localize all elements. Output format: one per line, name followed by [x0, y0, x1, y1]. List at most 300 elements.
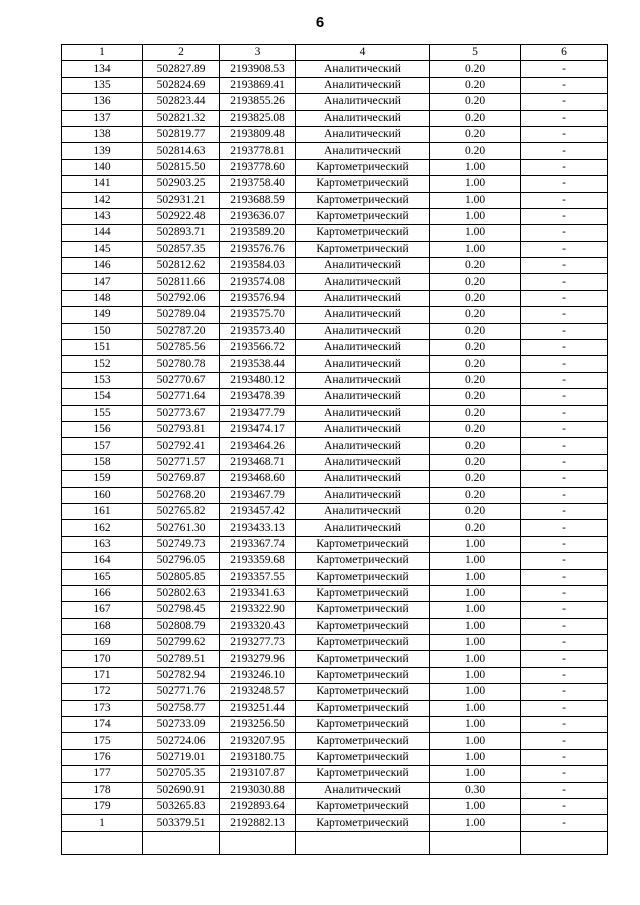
table-row [62, 471, 608, 487]
cell-point-number: 149 [62, 307, 143, 323]
cell-method: Аналитический [296, 503, 430, 519]
cell-method: Аналитический [296, 258, 430, 274]
cell-y-coordinate: 2193477.79 [220, 405, 296, 421]
table-row [62, 274, 608, 290]
cell-x-coordinate: 502789.51 [143, 651, 220, 667]
cell-method: Аналитический [296, 372, 430, 388]
cell-x-coordinate: 502771.64 [143, 389, 220, 405]
cell-accuracy: 0.20 [430, 143, 521, 159]
cell-note: - [521, 684, 608, 700]
cell-y-coordinate: 2193778.60 [220, 159, 296, 175]
column-header: 4 [296, 45, 430, 61]
table-row [62, 389, 608, 405]
cell-y-coordinate: 2193246.10 [220, 667, 296, 683]
cell-y-coordinate: 2193464.26 [220, 438, 296, 454]
cell-accuracy: 1.00 [430, 667, 521, 683]
cell-x-coordinate: 502808.79 [143, 618, 220, 634]
cell-x-coordinate: 502705.35 [143, 766, 220, 782]
cell-accuracy: 1.00 [430, 208, 521, 224]
cell-accuracy: 0.20 [430, 389, 521, 405]
cell-accuracy: 0.20 [430, 290, 521, 306]
cell-accuracy: 1.00 [430, 700, 521, 716]
table-row [62, 438, 608, 454]
cell-point-number: 174 [62, 717, 143, 733]
cell-method: Аналитический [296, 471, 430, 487]
cell-point-number: 136 [62, 94, 143, 110]
cell-accuracy: 0.20 [430, 77, 521, 93]
cell-y-coordinate: 2193538.44 [220, 356, 296, 372]
cell-point-number: 176 [62, 749, 143, 765]
cell-x-coordinate: 502824.69 [143, 77, 220, 93]
cell-note: - [521, 258, 608, 274]
cell-note: - [521, 77, 608, 93]
table-row [62, 454, 608, 470]
cell-x-coordinate: 502780.78 [143, 356, 220, 372]
cell-x-coordinate: 502761.30 [143, 520, 220, 536]
table-row [62, 356, 608, 372]
cell-y-coordinate: 2193320.43 [220, 618, 296, 634]
cell-accuracy: 0.20 [430, 126, 521, 142]
cell-method: Картометрический [296, 208, 430, 224]
column-header: 2 [143, 45, 220, 61]
cell-x-coordinate: 502758.77 [143, 700, 220, 716]
cell-note: - [521, 241, 608, 257]
cell-note: - [521, 569, 608, 585]
cell-y-coordinate: 2193480.12 [220, 372, 296, 388]
cell-x-coordinate: 502823.44 [143, 94, 220, 110]
cell-method: Картометрический [296, 733, 430, 749]
column-header: 5 [430, 45, 521, 61]
cell-method: Аналитический [296, 782, 430, 798]
cell-accuracy: 0.20 [430, 356, 521, 372]
cell-x-coordinate: 502771.76 [143, 684, 220, 700]
cell-method: Картометрический [296, 569, 430, 585]
cell-note: - [521, 126, 608, 142]
cell-accuracy: 1.00 [430, 585, 521, 601]
cell-y-coordinate: 2192882.13 [220, 815, 296, 831]
cell-accuracy: 0.20 [430, 323, 521, 339]
cell-x-coordinate: 502893.71 [143, 225, 220, 241]
cell-note: - [521, 323, 608, 339]
cell-point-number: 177 [62, 766, 143, 782]
cell-method: Картометрический [296, 667, 430, 683]
cell-accuracy: 0.20 [430, 438, 521, 454]
cell-accuracy: 0.20 [430, 372, 521, 388]
table-row [62, 143, 608, 159]
cell-point-number: 162 [62, 520, 143, 536]
cell-x-coordinate: 502782.94 [143, 667, 220, 683]
cell-method: Картометрический [296, 225, 430, 241]
cell-x-coordinate: 502903.25 [143, 176, 220, 192]
cell-point-number: 156 [62, 421, 143, 437]
cell-accuracy: 1.00 [430, 618, 521, 634]
cell-method: Картометрический [296, 815, 430, 831]
table-row [62, 421, 608, 437]
cell-point-number: 175 [62, 733, 143, 749]
table-row [62, 94, 608, 110]
cell-note: - [521, 815, 608, 831]
cell-x-coordinate: 503379.51 [143, 815, 220, 831]
cell-point-number: 135 [62, 77, 143, 93]
table-row [62, 815, 608, 831]
table-row [62, 536, 608, 552]
cell-x-coordinate: 502770.67 [143, 372, 220, 388]
cell-y-coordinate: 2193367.74 [220, 536, 296, 552]
cell-y-coordinate: 2193758.40 [220, 176, 296, 192]
cell-method: Картометрический [296, 766, 430, 782]
cell-method: Картометрический [296, 717, 430, 733]
table-row [62, 684, 608, 700]
cell-x-coordinate: 502792.41 [143, 438, 220, 454]
coordinates-table [61, 44, 608, 855]
cell-method: Картометрический [296, 635, 430, 651]
cell-y-coordinate: 2193279.96 [220, 651, 296, 667]
cell-note: - [521, 94, 608, 110]
table-row [62, 766, 608, 782]
table-row [62, 553, 608, 569]
cell-x-coordinate: 502787.20 [143, 323, 220, 339]
cell-note: - [521, 749, 608, 765]
table-cell-empty [143, 831, 220, 854]
cell-accuracy: 0.20 [430, 520, 521, 536]
cell-accuracy: 0.20 [430, 274, 521, 290]
cell-y-coordinate: 2193636.07 [220, 208, 296, 224]
cell-accuracy: 0.20 [430, 454, 521, 470]
cell-y-coordinate: 2193248.57 [220, 684, 296, 700]
cell-point-number: 152 [62, 356, 143, 372]
cell-note: - [521, 798, 608, 814]
table-row [62, 290, 608, 306]
table-row [62, 110, 608, 126]
cell-point-number: 161 [62, 503, 143, 519]
cell-note: - [521, 340, 608, 356]
cell-x-coordinate: 502724.06 [143, 733, 220, 749]
cell-point-number: 1 [62, 815, 143, 831]
cell-x-coordinate: 502798.45 [143, 602, 220, 618]
cell-note: - [521, 536, 608, 552]
cell-method: Аналитический [296, 274, 430, 290]
cell-point-number: 146 [62, 258, 143, 274]
cell-accuracy: 0.20 [430, 421, 521, 437]
cell-note: - [521, 503, 608, 519]
cell-note: - [521, 717, 608, 733]
table-row [62, 520, 608, 536]
cell-point-number: 168 [62, 618, 143, 634]
cell-x-coordinate: 502789.04 [143, 307, 220, 323]
cell-note: - [521, 700, 608, 716]
cell-note: - [521, 143, 608, 159]
cell-method: Аналитический [296, 454, 430, 470]
cell-y-coordinate: 2193855.26 [220, 94, 296, 110]
cell-accuracy: 0.20 [430, 110, 521, 126]
cell-note: - [521, 356, 608, 372]
cell-note: - [521, 208, 608, 224]
cell-note: - [521, 487, 608, 503]
column-header: 6 [521, 45, 608, 61]
cell-x-coordinate: 503265.83 [143, 798, 220, 814]
cell-note: - [521, 421, 608, 437]
cell-point-number: 145 [62, 241, 143, 257]
table-row [62, 700, 608, 716]
cell-note: - [521, 225, 608, 241]
cell-accuracy: 1.00 [430, 717, 521, 733]
table-header-row [62, 45, 608, 61]
cell-y-coordinate: 2193584.03 [220, 258, 296, 274]
cell-x-coordinate: 502690.91 [143, 782, 220, 798]
cell-x-coordinate: 502771.57 [143, 454, 220, 470]
cell-method: Картометрический [296, 749, 430, 765]
cell-note: - [521, 438, 608, 454]
cell-point-number: 171 [62, 667, 143, 683]
cell-accuracy: 1.00 [430, 602, 521, 618]
cell-note: - [521, 618, 608, 634]
cell-y-coordinate: 2192893.64 [220, 798, 296, 814]
cell-note: - [521, 372, 608, 388]
cell-point-number: 150 [62, 323, 143, 339]
table-row [62, 749, 608, 765]
table-row [62, 618, 608, 634]
cell-y-coordinate: 2193251.44 [220, 700, 296, 716]
cell-point-number: 178 [62, 782, 143, 798]
table-body [62, 61, 608, 854]
cell-y-coordinate: 2193573.40 [220, 323, 296, 339]
cell-point-number: 172 [62, 684, 143, 700]
cell-note: - [521, 667, 608, 683]
cell-note: - [521, 61, 608, 77]
cell-accuracy: 1.00 [430, 241, 521, 257]
cell-y-coordinate: 2193207.95 [220, 733, 296, 749]
cell-method: Аналитический [296, 126, 430, 142]
cell-accuracy: 1.00 [430, 225, 521, 241]
cell-y-coordinate: 2193778.81 [220, 143, 296, 159]
cell-method: Картометрический [296, 176, 430, 192]
table-row [62, 192, 608, 208]
cell-note: - [521, 651, 608, 667]
cell-method: Аналитический [296, 323, 430, 339]
cell-point-number: 134 [62, 61, 143, 77]
cell-point-number: 148 [62, 290, 143, 306]
cell-point-number: 155 [62, 405, 143, 421]
cell-point-number: 147 [62, 274, 143, 290]
cell-method: Аналитический [296, 307, 430, 323]
cell-point-number: 158 [62, 454, 143, 470]
cell-x-coordinate: 502793.81 [143, 421, 220, 437]
cell-note: - [521, 520, 608, 536]
cell-y-coordinate: 2193357.55 [220, 569, 296, 585]
cell-accuracy: 0.20 [430, 61, 521, 77]
cell-accuracy: 1.00 [430, 536, 521, 552]
cell-y-coordinate: 2193809.48 [220, 126, 296, 142]
cell-point-number: 141 [62, 176, 143, 192]
table-row [62, 585, 608, 601]
table-cell-empty [521, 831, 608, 854]
cell-x-coordinate: 502802.63 [143, 585, 220, 601]
cell-y-coordinate: 2193869.41 [220, 77, 296, 93]
cell-x-coordinate: 502799.62 [143, 635, 220, 651]
cell-point-number: 169 [62, 635, 143, 651]
table-row [62, 77, 608, 93]
cell-point-number: 153 [62, 372, 143, 388]
table-row [62, 602, 608, 618]
cell-point-number: 142 [62, 192, 143, 208]
cell-x-coordinate: 502733.09 [143, 717, 220, 733]
table-row [62, 798, 608, 814]
cell-accuracy: 0.20 [430, 503, 521, 519]
cell-accuracy: 1.00 [430, 651, 521, 667]
cell-accuracy: 1.00 [430, 749, 521, 765]
cell-x-coordinate: 502922.48 [143, 208, 220, 224]
cell-x-coordinate: 502827.89 [143, 61, 220, 77]
cell-method: Аналитический [296, 77, 430, 93]
cell-x-coordinate: 502812.62 [143, 258, 220, 274]
cell-y-coordinate: 2193589.20 [220, 225, 296, 241]
cell-point-number: 173 [62, 700, 143, 716]
table-row [62, 61, 608, 77]
table-row [62, 405, 608, 421]
cell-accuracy: 1.00 [430, 159, 521, 175]
cell-point-number: 151 [62, 340, 143, 356]
cell-point-number: 154 [62, 389, 143, 405]
cell-point-number: 157 [62, 438, 143, 454]
cell-accuracy: 0.20 [430, 94, 521, 110]
cell-method: Аналитический [296, 290, 430, 306]
cell-x-coordinate: 502773.67 [143, 405, 220, 421]
cell-accuracy: 1.00 [430, 192, 521, 208]
cell-x-coordinate: 502785.56 [143, 340, 220, 356]
cell-accuracy: 1.00 [430, 798, 521, 814]
cell-accuracy: 1.00 [430, 569, 521, 585]
cell-y-coordinate: 2193107.87 [220, 766, 296, 782]
cell-note: - [521, 405, 608, 421]
cell-y-coordinate: 2193468.71 [220, 454, 296, 470]
table-row-empty [62, 831, 608, 854]
cell-note: - [521, 307, 608, 323]
table-row [62, 241, 608, 257]
cell-point-number: 160 [62, 487, 143, 503]
cell-y-coordinate: 2193030.88 [220, 782, 296, 798]
page-number: 6 [315, 14, 325, 31]
table-row [62, 258, 608, 274]
table-row [62, 503, 608, 519]
cell-point-number: 179 [62, 798, 143, 814]
cell-note: - [521, 290, 608, 306]
cell-method: Картометрический [296, 241, 430, 257]
table-row [62, 667, 608, 683]
cell-note: - [521, 602, 608, 618]
cell-x-coordinate: 502792.06 [143, 290, 220, 306]
cell-x-coordinate: 502814.63 [143, 143, 220, 159]
cell-note: - [521, 635, 608, 651]
table-row [62, 340, 608, 356]
cell-y-coordinate: 2193180.75 [220, 749, 296, 765]
table-cell-empty [62, 831, 143, 854]
cell-point-number: 164 [62, 553, 143, 569]
cell-y-coordinate: 2193566.72 [220, 340, 296, 356]
cell-accuracy: 1.00 [430, 635, 521, 651]
cell-x-coordinate: 502931.21 [143, 192, 220, 208]
column-header: 1 [62, 45, 143, 61]
cell-method: Аналитический [296, 389, 430, 405]
cell-method: Картометрический [296, 700, 430, 716]
table-row [62, 372, 608, 388]
cell-x-coordinate: 502768.20 [143, 487, 220, 503]
cell-note: - [521, 733, 608, 749]
cell-note: - [521, 454, 608, 470]
cell-accuracy: 0.20 [430, 307, 521, 323]
cell-method: Аналитический [296, 61, 430, 77]
table-row [62, 225, 608, 241]
cell-method: Картометрический [296, 159, 430, 175]
cell-point-number: 165 [62, 569, 143, 585]
cell-method: Картометрический [296, 553, 430, 569]
cell-method: Аналитический [296, 487, 430, 503]
cell-x-coordinate: 502811.66 [143, 274, 220, 290]
cell-method: Аналитический [296, 340, 430, 356]
table-row [62, 733, 608, 749]
cell-accuracy: 0.20 [430, 405, 521, 421]
cell-x-coordinate: 502719.01 [143, 749, 220, 765]
cell-x-coordinate: 502805.85 [143, 569, 220, 585]
cell-x-coordinate: 502857.35 [143, 241, 220, 257]
cell-y-coordinate: 2193341.63 [220, 585, 296, 601]
cell-method: Аналитический [296, 94, 430, 110]
cell-note: - [521, 553, 608, 569]
cell-point-number: 170 [62, 651, 143, 667]
cell-accuracy: 0.20 [430, 487, 521, 503]
table-row [62, 782, 608, 798]
cell-y-coordinate: 2193576.76 [220, 241, 296, 257]
cell-point-number: 143 [62, 208, 143, 224]
cell-y-coordinate: 2193688.59 [220, 192, 296, 208]
cell-x-coordinate: 502769.87 [143, 471, 220, 487]
cell-y-coordinate: 2193433.13 [220, 520, 296, 536]
cell-x-coordinate: 502821.32 [143, 110, 220, 126]
column-header: 3 [220, 45, 296, 61]
cell-x-coordinate: 502796.05 [143, 553, 220, 569]
cell-accuracy: 1.00 [430, 766, 521, 782]
cell-method: Картометрический [296, 684, 430, 700]
cell-note: - [521, 110, 608, 126]
cell-note: - [521, 471, 608, 487]
cell-y-coordinate: 2193825.08 [220, 110, 296, 126]
cell-method: Картометрический [296, 192, 430, 208]
cell-y-coordinate: 2193457.42 [220, 503, 296, 519]
table-cell-empty [220, 831, 296, 854]
cell-accuracy: 0.20 [430, 258, 521, 274]
cell-point-number: 166 [62, 585, 143, 601]
table-row [62, 323, 608, 339]
cell-point-number: 167 [62, 602, 143, 618]
cell-point-number: 163 [62, 536, 143, 552]
cell-point-number: 138 [62, 126, 143, 142]
cell-x-coordinate: 502815.50 [143, 159, 220, 175]
cell-method: Картометрический [296, 585, 430, 601]
cell-y-coordinate: 2193359.68 [220, 553, 296, 569]
cell-method: Аналитический [296, 405, 430, 421]
cell-method: Аналитический [296, 520, 430, 536]
cell-accuracy: 1.00 [430, 553, 521, 569]
cell-x-coordinate: 502749.73 [143, 536, 220, 552]
cell-method: Аналитический [296, 143, 430, 159]
cell-note: - [521, 274, 608, 290]
cell-accuracy: 1.00 [430, 733, 521, 749]
table-row [62, 635, 608, 651]
cell-accuracy: 0.20 [430, 471, 521, 487]
cell-method: Аналитический [296, 356, 430, 372]
table-row [62, 717, 608, 733]
cell-note: - [521, 192, 608, 208]
cell-point-number: 139 [62, 143, 143, 159]
